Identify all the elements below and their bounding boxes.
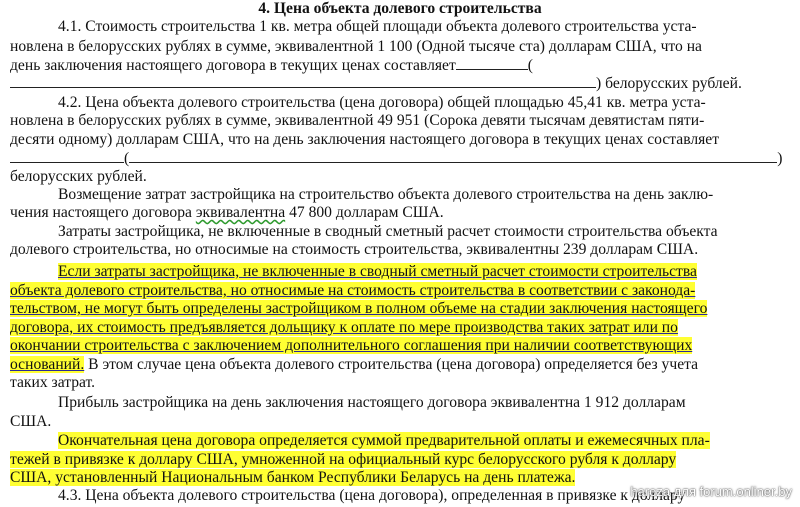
p42-line1: 4.2. Цена объекта долевого строительства (цена договора) общей площадью 45,41 кв. метра уста- xyxy=(58,94,706,111)
p-reimb-line1: Возмещение затрат застройщика на строительство объекта долевого строительства на день заклю- xyxy=(58,186,714,203)
highlight-text: договора, их стоимость предъявляется дольщику к оплате по мере производства таких затрат или по xyxy=(10,319,678,336)
p-reimb-line2c: 47 800 долларам США. xyxy=(285,204,444,221)
p-highlight-line3 xyxy=(10,299,707,319)
p-highlight-line7: таких затрат. xyxy=(10,374,96,391)
p41-line2: новлена в белорусских рублях в сумме, эквивалентной 1 100 (Одной тысяче ста) долларам США, что на xyxy=(10,38,702,55)
p-highlight-line1 xyxy=(58,262,697,282)
p-costs-line2: долевого строительства, но относимые на стоимость строительства, эквивалентны 239 долларам США. xyxy=(10,241,699,258)
highlight-text: Если затраты застройщика, не включенные в сводный сметный расчет стоимости строительства xyxy=(58,263,697,280)
p-highlight-line6b: В этом случае цена объекта долевого строительства (цена договора) определяется без учета xyxy=(84,356,699,373)
paren-close: ) xyxy=(596,75,602,92)
p42-line4 xyxy=(10,148,782,169)
p43-line1: 4.3. Цена объекта долевого строительства (цена договора), определенная в привязке к доллару xyxy=(58,487,686,504)
highlight-text: объекта долевого строительства, но относимые на стоимость строительства в соответствии с законода- xyxy=(10,282,696,299)
p41-line3-text: день заключения настоящего договора в текущих ценах составляет xyxy=(10,57,456,74)
p42-line3: десяти одному) долларам США, что на день заключения настоящего договора в текущих ценах составляет xyxy=(10,131,720,148)
p41-line4-text: белорусских рублей. xyxy=(601,75,742,92)
p-final-line1 xyxy=(58,431,710,451)
forum-watermark: hareza для forum.onliner.by xyxy=(630,484,792,499)
highlight-text: США, установленный Национальным банком Республики Беларусь на день платежа. xyxy=(10,469,576,486)
p41-line4 xyxy=(10,73,742,94)
paren-open: ( xyxy=(124,150,130,167)
fill-blank xyxy=(10,148,124,163)
p-reimb-line2a: чения настоящего договора xyxy=(10,204,196,221)
p42-line2: новлена в белорусских рублях в сумме, эквивалентной 49 951 (Сорока девяти тысячам девятистам пяти- xyxy=(10,112,705,129)
p-profit-line2: США. xyxy=(10,413,52,430)
p41-line1: 4.1. Стоимость строительства 1 кв. метра общей площади объекта долевого строительства уста- xyxy=(58,18,697,35)
p-costs-line1: Затраты застройщика, не включенные в сводный сметный расчет стоимости строительства объекта xyxy=(58,223,718,240)
p-highlight-line5 xyxy=(10,336,692,356)
section-title: 4. Цена объекта долевого строительства xyxy=(258,0,542,17)
paren-close: ) xyxy=(777,150,783,167)
fill-blank xyxy=(10,73,596,88)
fill-blank xyxy=(456,55,528,70)
p-final-line2 xyxy=(10,450,676,470)
p-reimb-line2 xyxy=(10,203,444,223)
highlight-text: Окончательная цена договора определяется суммой предварительной оплаты и ежемесячных пла- xyxy=(58,432,710,449)
p-highlight-line6 xyxy=(10,355,698,375)
highlight-text: тежей в привязке к доллару США, умноженной на официальный курс белорусского рубля к доллару xyxy=(10,451,677,468)
highlight-text: оснований. xyxy=(10,356,85,373)
p-profit-line1: Прибыль застройщика на день заключения настоящего договора эквивалентна 1 912 долларам xyxy=(58,394,686,411)
highlight-text: тельством, не могут быть определены застройщиком в полном объеме на стадии заключения настоящего xyxy=(10,300,708,317)
p-highlight-line4 xyxy=(10,318,678,338)
fill-blank xyxy=(129,148,777,163)
p-highlight-line2 xyxy=(10,281,695,301)
paren-open: ( xyxy=(527,57,533,74)
p-reimb-line2b: эквивалентна xyxy=(195,204,286,221)
highlight-text: окончании строительства с заключением дополнительного соглашения при наличии соответствующих xyxy=(10,337,693,354)
p-final-line3 xyxy=(10,468,575,488)
p42-line5: белорусских рублей. xyxy=(10,168,147,185)
